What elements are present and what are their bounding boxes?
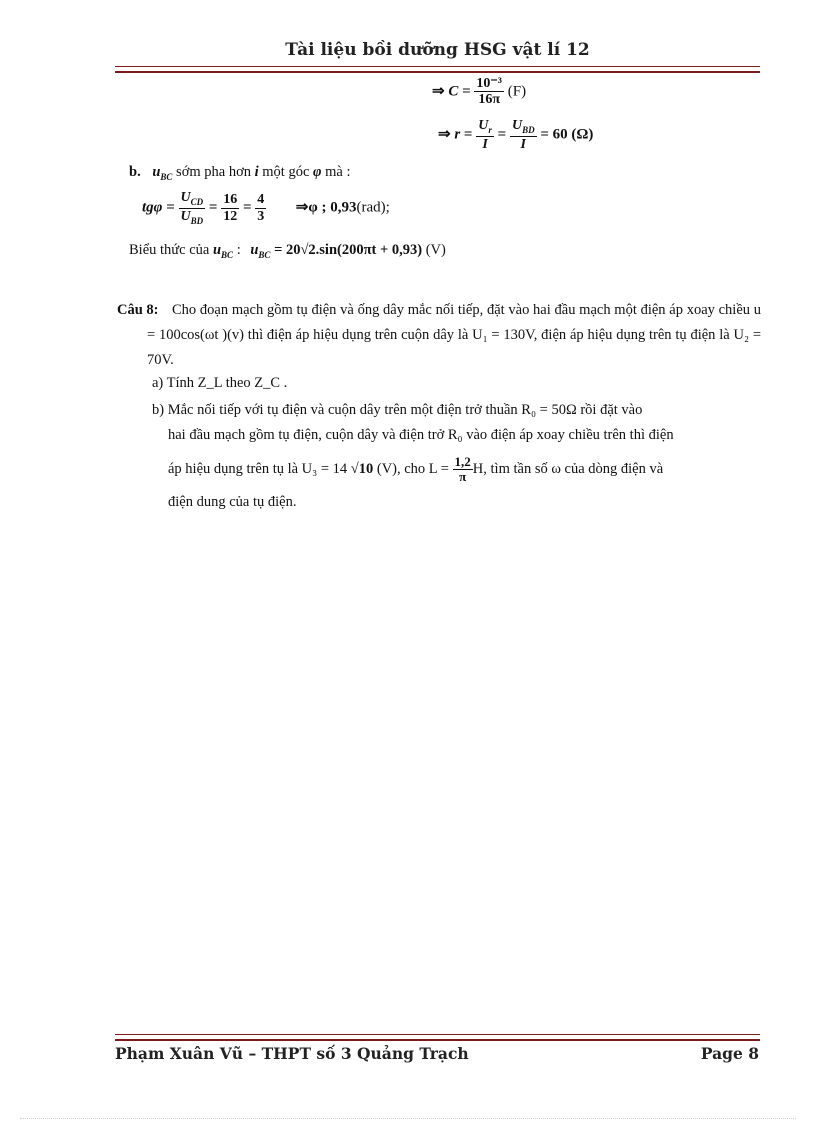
page-edge [20,1118,796,1119]
expr-colon: : [233,242,245,258]
expr-var-sub: BC [221,249,234,260]
part-b-statement [129,164,351,182]
eq-tg-den1: U [180,208,191,224]
question-part-a: a) Tính Z_L theo Z_C . [152,375,288,391]
eq-tg-den2: 12 [223,208,238,224]
part-b-text-mid: sớm pha hơn [172,164,255,180]
expr-formula-sub: BC [258,249,271,260]
expr-label: Biểu thức của [129,242,213,258]
eq-c-unit: (F) [507,83,527,100]
page-header-title: Tài liệu bồi dưỡng HSG vật lí 12 [285,40,590,60]
question-part-b-line3 [168,455,663,485]
question-part-b-line2: hai đầu mạch gồm tụ điện, cuộn dây và điện trở R₀ vào điện áp xoay chiều trên thì điện [168,427,674,443]
expr-formula: = 20√2.sin(200πt + 0,93) [270,242,423,258]
eq-tg-result: ⇒φ ; 0,93 [295,199,357,216]
part-b-line3-mid: (V), cho L = [373,461,453,478]
eq-tg-fraction-2 [221,192,239,224]
question-number: Câu 8: [117,302,159,318]
footer-author: Phạm Xuân Vũ – THPT số 3 Quảng Trạch [115,1044,469,1063]
inductance-fraction [453,455,473,485]
eq-r-sub1: r [488,124,492,135]
footer-rule [115,1034,760,1041]
part-b-phi: φ [313,164,322,180]
expr-unit: (V) [422,242,446,258]
question-part-b-line1: b) Mắc nối tiếp với tụ điện và cuộn dây trên một điện trở thuần R₀ = 50Ω rồi đặt vào [152,402,643,418]
eq-tg-fraction-3 [255,192,266,224]
eq-c-numerator: 10⁻³ [476,76,502,91]
eq-tg-den3: 3 [257,208,265,224]
eq-r-num2: U [511,118,523,133]
eq-r-den1: I [482,136,488,152]
part-b-line3-pre: áp hiệu dụng trên tụ là U₃ = 14 [168,461,348,478]
expr-formula-lhs: u [250,242,259,258]
eq-r-den2: I [520,136,526,152]
equation-c: ⇒ C = $\frac{\text{10⁻³}}{16\pi}$ (F) [432,76,527,108]
part-b-var: u [152,164,161,180]
eq-r-lhs: r [454,126,461,143]
eq-tg-num1: U [180,190,191,205]
inductance-den: π [459,469,467,485]
part-b-text-end: một góc [258,164,314,180]
eq-r-unit: (Ω) [571,126,594,143]
eq-c-lhs: C [448,83,459,100]
equation-tg: tgφ = $\frac{U_{CD}}{U_{BD}}$ = $\frac{16}{12}$ = $\frac{4}{3}$ ⇒φ ; 0,93(rad); [142,190,390,226]
part-b-var-sub: BC [160,171,173,182]
eq-c-fraction [474,76,504,108]
expr-var: u [212,242,222,258]
part-b-i: i [254,164,259,180]
part-b-line3-sqrt: √10 [350,461,374,478]
eq-tg-lhs: tgφ [142,199,163,216]
expression-line [129,242,446,260]
eq-r-sub2: BD [522,124,535,135]
eq-tg-fraction-1 [179,190,206,226]
header-rule [115,66,760,73]
part-b-label: b. [129,164,141,180]
eq-c-denominator: 16π [478,92,501,108]
equation-r: ⇒ r = $\frac{U_r}{I}$ = $\frac{U_{BD}}{I}$ = 60 (Ω) [438,118,594,152]
eq-r-fraction-1 [476,118,494,152]
eq-tg-unit: (rad); [356,199,390,216]
eq-tg-dsub1: BD [190,215,204,226]
eq-r-fraction-2 [510,118,537,152]
implies-symbol: ⇒ [432,83,445,100]
inductance-num: 1,2 [454,454,471,469]
eq-r-value: 60 [552,126,568,143]
eq-tg-num3: 4 [257,192,265,208]
footer-page-number: Page 8 [700,1044,759,1063]
question-intro: Cho đoạn mạch gồm tụ điện và ống dây mắc nối tiếp, đặt vào hai đầu mạch một điện áp xoay chiều u = 100cos(ωt )(v) thì điện áp hiệu dụng trên cuộn dây là U₁ = 130V, điện áp hiệu dụng trên tụ điện là U₂ = 70V. [147,302,761,368]
question-part-b-line4: điện dung của tụ điện. [168,494,297,510]
part-b-text-tail: mà : [321,164,351,180]
implies-symbol: ⇒ [438,126,451,143]
eq-tg-sub1: CD [190,196,204,207]
part-b-line3-post: H, tìm tần số ω của dòng điện và [472,461,664,478]
eq-r-num1: U [478,118,489,133]
eq-tg-num2: 16 [223,192,238,208]
